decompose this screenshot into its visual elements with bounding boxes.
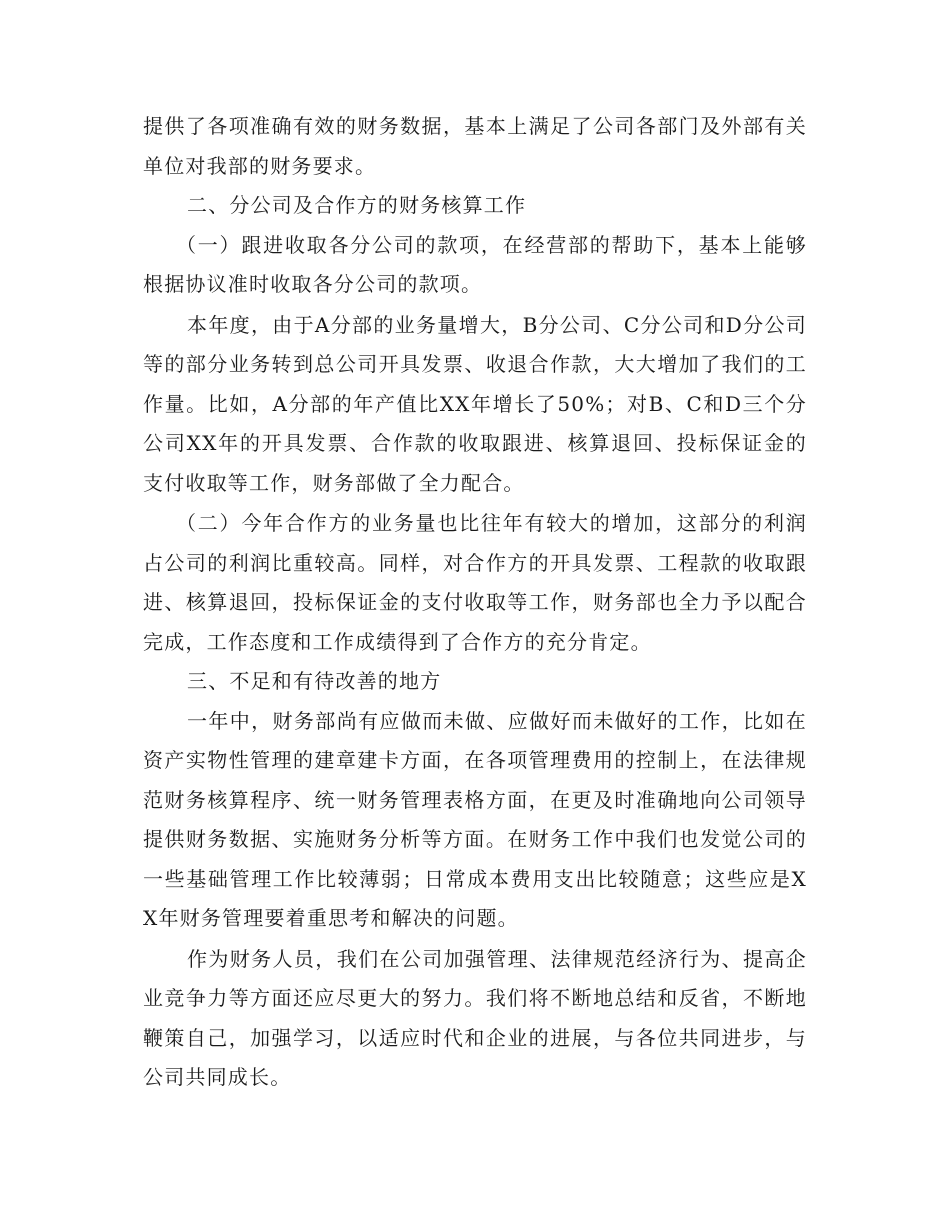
- document-body: [143, 107, 807, 1098]
- paragraph-continuation: 提供了各项准确有效的财务数据，基本上满足了公司各部门及外部有关单位对我部的财务要求。: [143, 114, 807, 178]
- paragraph-shortcomings: 一年中，财务部尚有应做而未做、应做好而未做好的工作，比如在资产实物性管理的建章建卡方面，在各项管理费用的控制上，在法律规范财务核算程序、统一财务管理表格方面，在更及时准确地向公司领导提供财务数据、实施财务分析等方面。在财务工作中我们也发觉公司的一些基础管理工作比较薄弱；日常成本费用支出比较随意；这些应是XX年财务管理要着重思考和解决的问题。: [143, 708, 807, 930]
- paragraph-item-1: （一）跟进收取各分公司的款项，在经营部的帮助下，基本上能够根据协议准时收取各分公司的款项。: [143, 232, 807, 296]
- paragraph-item-2: （二）今年合作方的业务量也比往年有较大的增加，这部分的利润占公司的利润比重较高。同样，对合作方的开具发票、工程款的收取跟进、核算退回，投标保证金的支付收取等工作，财务部也全力予以配合完成，工作态度和工作成绩得到了合作方的充分肯定。: [143, 511, 807, 654]
- section-heading-3: 三、不足和有待改善的地方: [187, 669, 442, 693]
- paragraph-closing: 作为财务人员，我们在公司加强管理、法律规范经济行为、提高企业竞争力等方面还应尽更大的努力。我们将不断地总结和反省，不断地鞭策自己，加强学习，以适应时代和企业的进展，与各位共同进步，与公司共同成长。: [143, 946, 807, 1089]
- paragraph-year-workload: 本年度，由于A分部的业务量增大，B分公司、C分公司和D分公司等的部分业务转到总公司开具发票、收退合作款，大大增加了我们的工作量。比如，A分部的年产值比XX年增长了50%；对B、C和D三个分公司XX年的开具发票、合作款的收取跟进、核算退回、投标保证金的支付收取等工作，财务部做了全力配合。: [143, 312, 807, 495]
- section-heading-2: 二、分公司及合作方的财务核算工作: [187, 193, 527, 217]
